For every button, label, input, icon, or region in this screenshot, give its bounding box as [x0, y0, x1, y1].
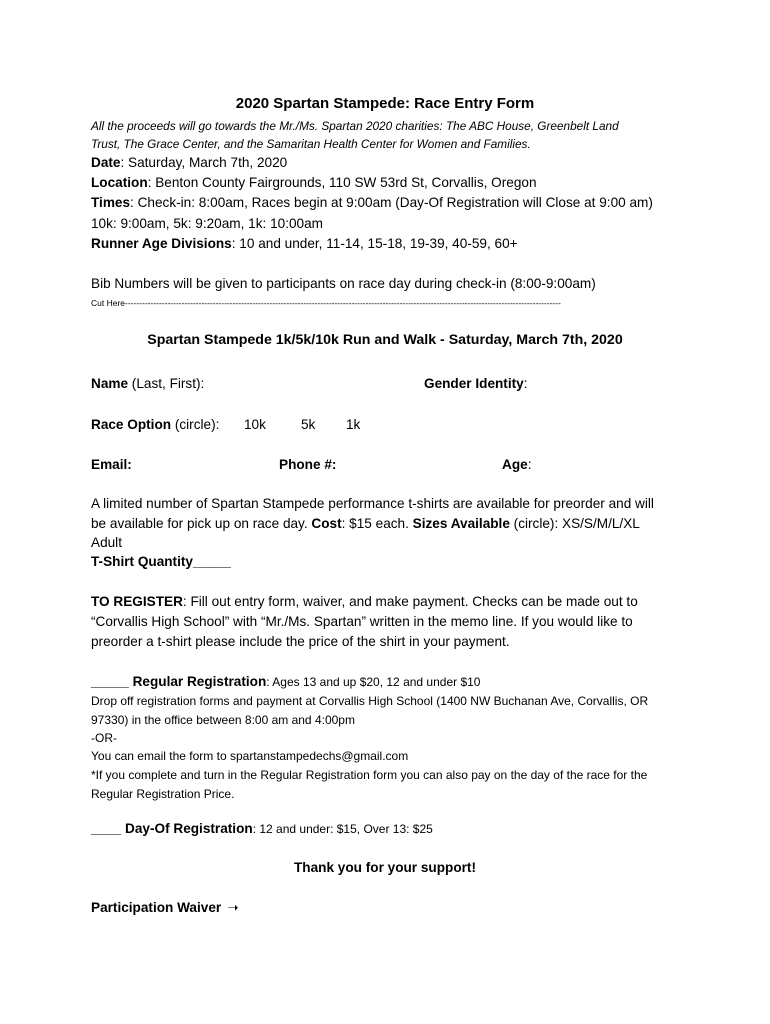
- shirt-quantity-label: T-Shirt Quantity_____: [91, 554, 231, 569]
- regular-dropoff-line-1: Drop off registration forms and payment at Corvallis High School (1400 NW Buchanan Ave, Corvallis, OR: [91, 694, 649, 708]
- name-field[interactable]: [91, 374, 204, 394]
- shirt-line-2: [91, 514, 640, 534]
- times-value: : Check-in: 8:00am, Races begin at 9:00am (Day-Of Registration will Close at 9:00 am): [130, 195, 653, 210]
- register-line-1: [91, 592, 638, 612]
- regular-registration-prices: : Ages 13 and up $20, 12 and under $10: [266, 675, 481, 689]
- date-value: : Saturday, March 7th, 2020: [120, 155, 288, 170]
- location-value: : Benton County Fairgrounds, 110 SW 53rd St, Corvallis, Oregon: [147, 175, 537, 190]
- gender-colon: :: [523, 376, 528, 391]
- email-label: Email:: [91, 457, 132, 472]
- age-divisions-value: : 10 and under, 11-14, 15-18, 19-39, 40-59, 60+: [231, 236, 518, 251]
- register-line-3: preorder a t-shirt please include the price of the shirt in your payment.: [91, 634, 510, 649]
- age-label: Age: [502, 457, 528, 472]
- regular-registration-label: Regular Registration: [132, 674, 267, 689]
- age-field[interactable]: [502, 455, 531, 475]
- regular-note-line-2: Regular Registration Price.: [91, 787, 235, 801]
- shirt-quantity-field[interactable]: [91, 552, 231, 572]
- day-of-registration-line[interactable]: [91, 819, 433, 839]
- name-label: Name: [91, 376, 129, 391]
- email-form-line: You can email the form to spartanstampedechs@gmail.com: [91, 749, 409, 763]
- location-label: Location: [91, 175, 148, 190]
- day-of-registration-label: Day-Of Registration: [125, 821, 253, 836]
- name-hint: (Last, First):: [128, 376, 205, 391]
- register-label: TO REGISTER: [91, 594, 183, 609]
- regular-note-line-1: *If you complete and turn in the Regular Registration form you can also pay on the day of the race for the: [91, 768, 648, 782]
- participation-waiver-line: [91, 898, 239, 918]
- register-line-2: “Corvallis High School” with “Mr./Ms. Spartan” written in the memo line. If you would like to: [91, 614, 633, 629]
- cost-label: Cost: [311, 516, 342, 531]
- day-of-registration-blank: ____: [91, 821, 126, 836]
- race-option-5k[interactable]: 5k: [301, 417, 316, 432]
- times-label: Times: [91, 195, 131, 210]
- phone-label: Phone #:: [279, 457, 337, 472]
- race-option-hint: (circle):: [171, 417, 220, 432]
- phone-field[interactable]: [279, 455, 336, 475]
- shirt-line-1: A limited number of Spartan Stampede performance t-shirts are available for preorder and will: [91, 496, 654, 511]
- race-option-field: [91, 415, 219, 435]
- shirt-line-3: Adult: [91, 535, 122, 550]
- form-subtitle: Spartan Stampede 1k/5k/10k Run and Walk - Saturday, March 7th, 2020: [147, 332, 623, 348]
- race-option-label: Race Option: [91, 417, 172, 432]
- cut-here-line: Cut Here----------------------------------------------------------------------------------------------------------------------------------------------------------: [91, 298, 561, 308]
- race-times-line: 10k: 9:00am, 5k: 9:20am, 1k: 10:00am: [91, 216, 323, 231]
- date-line: [91, 153, 287, 173]
- times-line: [91, 193, 653, 213]
- gender-label: Gender Identity: [424, 376, 524, 391]
- sizes-label: Sizes Available: [412, 516, 510, 531]
- regular-dropoff-line-2: 97330) in the office between 8:00 am and 4:00pm: [91, 713, 355, 727]
- age-colon: :: [527, 457, 532, 472]
- bib-numbers-line: Bib Numbers will be given to participants on race day during check-in (8:00-9:00am): [91, 276, 596, 291]
- regular-registration-blank: _____: [91, 674, 133, 689]
- thank-you-line: [0, 858, 770, 878]
- location-line: [91, 173, 537, 193]
- form-title: 2020 Spartan Stampede: Race Entry Form: [235, 95, 535, 112]
- email-field[interactable]: [91, 455, 132, 475]
- age-divisions-line: [91, 234, 518, 254]
- sizes-value: (circle): XS/S/M/L/XL: [509, 516, 640, 531]
- register-text-1: : Fill out entry form, waiver, and make payment. Checks can be made out to: [182, 594, 638, 609]
- age-divisions-label: Runner Age Divisions: [91, 236, 232, 251]
- cost-value: : $15 each.: [341, 516, 413, 531]
- proceeds-line-2: Trust, The Grace Center, and the Samaritan Health Center for Women and Families.: [91, 137, 531, 151]
- right-arrow-icon: ➝: [227, 900, 239, 915]
- gender-field[interactable]: [424, 374, 527, 394]
- or-line: -OR-: [91, 731, 117, 745]
- participation-waiver-label: Participation Waiver: [91, 900, 222, 915]
- race-option-1k[interactable]: 1k: [346, 417, 361, 432]
- regular-registration-line[interactable]: [91, 672, 480, 692]
- race-option-10k[interactable]: 10k: [244, 417, 266, 432]
- thank-you-text: Thank you for your support!: [293, 860, 476, 875]
- day-of-registration-prices: : 12 and under: $15, Over 13: $25: [252, 822, 433, 836]
- proceeds-line-1: All the proceeds will go towards the Mr./Ms. Spartan 2020 charities: The ABC House, Greenbelt Land: [91, 119, 619, 133]
- shirt-pickup-text: be available for pick up on race day.: [91, 516, 312, 531]
- date-label: Date: [91, 155, 121, 170]
